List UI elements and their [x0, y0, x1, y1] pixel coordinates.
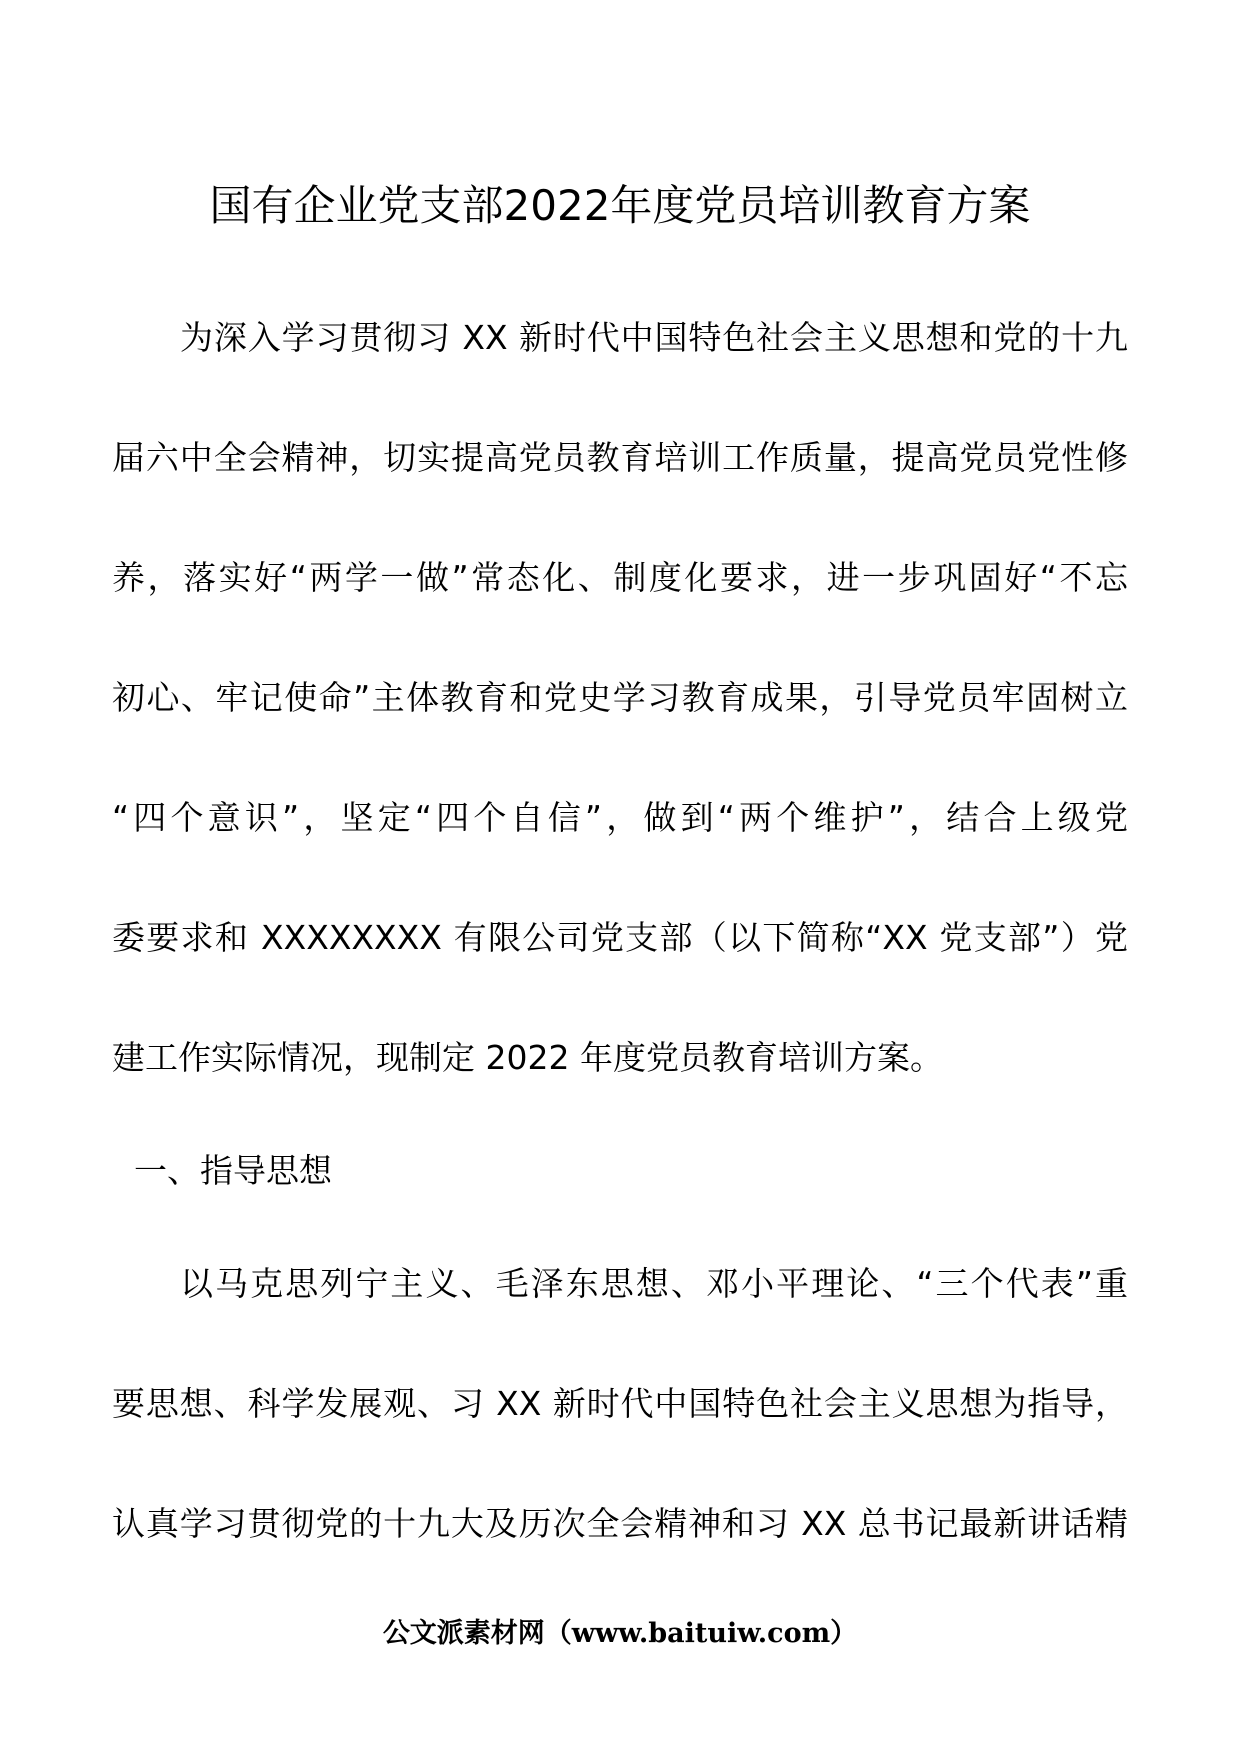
paragraph-line: 以马克思列宁主义、毛泽东思想、邓小平理论、“三个代表”重	[180, 1264, 1128, 1303]
document-title: 国有企业党支部2022年度党员培训教育方案	[209, 181, 1031, 230]
footer-watermark: 公文派素材网（www.baituiw.com）	[382, 1618, 858, 1649]
paragraph-line: 养，落实好“两学一做”常态化、制度化要求，进一步巩固好“不忘	[112, 558, 1128, 597]
paragraph-line: 届六中全会精神，切实提高党员教育培训工作质量，提高党员党性修	[112, 438, 1128, 477]
paragraph-line: 要思想、科学发展观、习 XX 新时代中国特色社会主义思想为指导，	[112, 1384, 1128, 1423]
paragraph-line: 认真学习贯彻党的十九大及历次全会精神和习 XX 总书记最新讲话精	[112, 1504, 1128, 1543]
paragraph-line: 初心、牢记使命”主体教育和党史学习教育成果，引导党员牢固树立	[112, 678, 1128, 717]
paragraph-line: 委要求和 XXXXXXXX 有限公司党支部（以下简称“XX 党支部”）党	[112, 918, 1128, 957]
paragraph-line: 为深入学习贯彻习 XX 新时代中国特色社会主义思想和党的十九	[180, 318, 1128, 357]
paragraph-line: “四个意识”，坚定“四个自信”，做到“两个维护”，结合上级党	[112, 798, 1128, 837]
section-heading: 一、指导思想	[134, 1151, 332, 1190]
paragraph-line: 建工作实际情况，现制定 2022 年度党员教育培训方案。	[112, 1038, 943, 1077]
